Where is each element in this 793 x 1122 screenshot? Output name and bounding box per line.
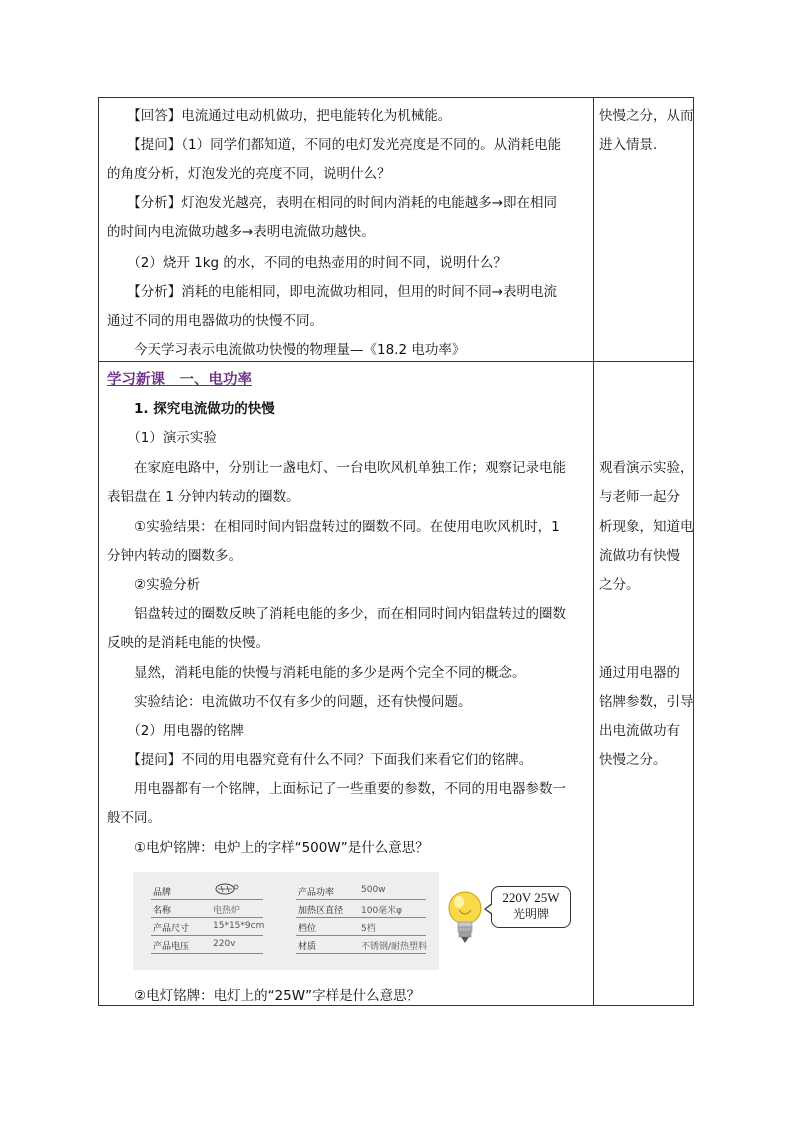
plate-label: 品牌 [153,888,172,898]
plate-label: 产品功率 [298,888,335,898]
side-mid-4: 流做功有快慢 [599,548,680,564]
side-note-1: 快慢之分，从而 [599,108,694,124]
plate-label: 产品尺寸 [153,924,190,934]
demo-line-2: 表铝盘在 1 分钟内转动的圈数。 [107,489,300,505]
demo-title: （1）演示实验 [107,430,217,446]
analysis-text-2: 反映的是消耗电能的快慢。 [107,635,269,651]
nameplate-text-1: 用电器都有一个铭牌，上面标记了一些重要的参数，不同的用电器参数一 [107,781,566,797]
analysis-kettle-2: 通过不同的用电器做功的快慢不同。 [107,313,323,329]
plate-value: 电热炉 [213,906,241,916]
side-mid-3: 析现象，知道电 [599,519,694,535]
plate-divider [296,953,426,954]
plate-divider [151,953,263,954]
plate-value: 15*15*9cm [213,921,265,931]
plate-divider [296,917,426,918]
row-divider [99,361,693,362]
bulb-question: ②电灯铭牌：电灯上的“25W”字样是什么意思？ [107,988,421,1004]
side-mid-1: 观看演示实验， [599,460,694,476]
bubble-tail-inner [486,904,493,914]
plate-divider [296,935,426,936]
plate-label: 产品电压 [153,942,190,952]
plate-value: 100毫米φ [361,906,403,916]
nameplate-question: 【提问】不同的用电器究竟有什么不同？下面我们来看它们的铭牌。 [107,752,533,768]
brand-logo-icon [211,880,239,896]
stove-question: ①电炉铭牌：电炉上的字样“500W”是什么意思？ [107,840,429,856]
plate-value: 5档 [361,924,376,934]
column-divider [593,98,594,1005]
light-bulb-icon [445,888,485,948]
side-bottom-2: 铭牌参数，引导 [599,694,694,710]
question-line-1: 【提问】（1）同学们都知道，不同的电灯发光亮度是不同的。从消耗电能 [107,137,562,153]
plate-label: 材质 [298,942,317,952]
side-mid-5: 之分。 [599,577,640,593]
side-note-2: 进入情景. [599,137,658,153]
section-heading: 学习新课 一、电功率 [107,372,252,388]
plate-divider [296,899,426,900]
nameplate-title: （2）用电器的铭牌 [107,723,244,739]
side-bottom-4: 快慢之分。 [599,752,667,768]
plate-label: 加热区直径 [298,906,344,916]
analysis-line-2: 的时间内电流做功越多→表明电流做功越快。 [107,224,375,240]
concept-line: 显然，消耗电能的快慢与消耗电能的多少是两个完全不同的概念。 [107,665,526,681]
result-line-2: 分钟内转动的圈数多。 [107,548,242,564]
sub-heading: 1. 探究电流做功的快慢 [107,401,275,417]
side-mid-2: 与老师一起分 [599,489,680,505]
conclusion-line: 实验结论：电流做功不仅有多少的问题，还有快慢问题。 [107,694,472,710]
bulb-label-bubble [491,886,571,928]
question-kettle: （2）烧开 1kg 的水，不同的电热壶用的时间不同，说明什么？ [107,255,507,271]
plate-label: 名称 [153,906,172,916]
plate-divider [151,935,263,936]
analysis-kettle-1: 【分析】消耗的电能相同，即电流做功相同，但用的时间不同→表明电流 [107,284,558,300]
side-bottom-1: 通过用电器的 [599,665,680,681]
plate-value: 220v [213,939,236,949]
plate-value: 不锈钢/耐热塑料 [361,942,428,952]
analysis-title: ②实验分析 [107,577,201,593]
nameplate-text-2: 般不同。 [107,810,161,826]
stove-nameplate [133,872,439,970]
answer-line: 【回答】电流通过电动机做功，把电能转化为机械能。 [107,108,452,124]
question-line-2: 的角度分析，灯泡发光的亮度不同，说明什么？ [107,166,391,182]
bulb-brand: 光明牌 [512,907,549,921]
plate-divider [151,899,263,900]
plate-value: 500w [361,885,386,895]
plate-label: 档位 [298,924,317,934]
result-line-1: ①实验结果：在相同时间内铝盘转过的圈数不同。在使用电吹风机时，1 [107,519,560,535]
analysis-line-1: 【分析】灯泡发光越亮，表明在相同的时间内消耗的电能越多→即在相同 [107,195,558,211]
today-topic: 今天学习表示电流做功快慢的物理量—《18.2 电功率》 [107,342,466,358]
plate-divider [151,917,263,918]
bulb-rating: 220V 25W [502,890,560,905]
demo-line-1: 在家庭电路中，分别让一盏电灯、一台电吹风机单独工作；观察记录电能 [107,460,566,476]
lesson-table [98,97,694,1006]
analysis-text-1: 铝盘转过的圈数反映了消耗电能的多少，而在相同时间内铝盘转过的圈数 [107,606,566,622]
side-bottom-3: 出电流做功有 [599,723,680,739]
